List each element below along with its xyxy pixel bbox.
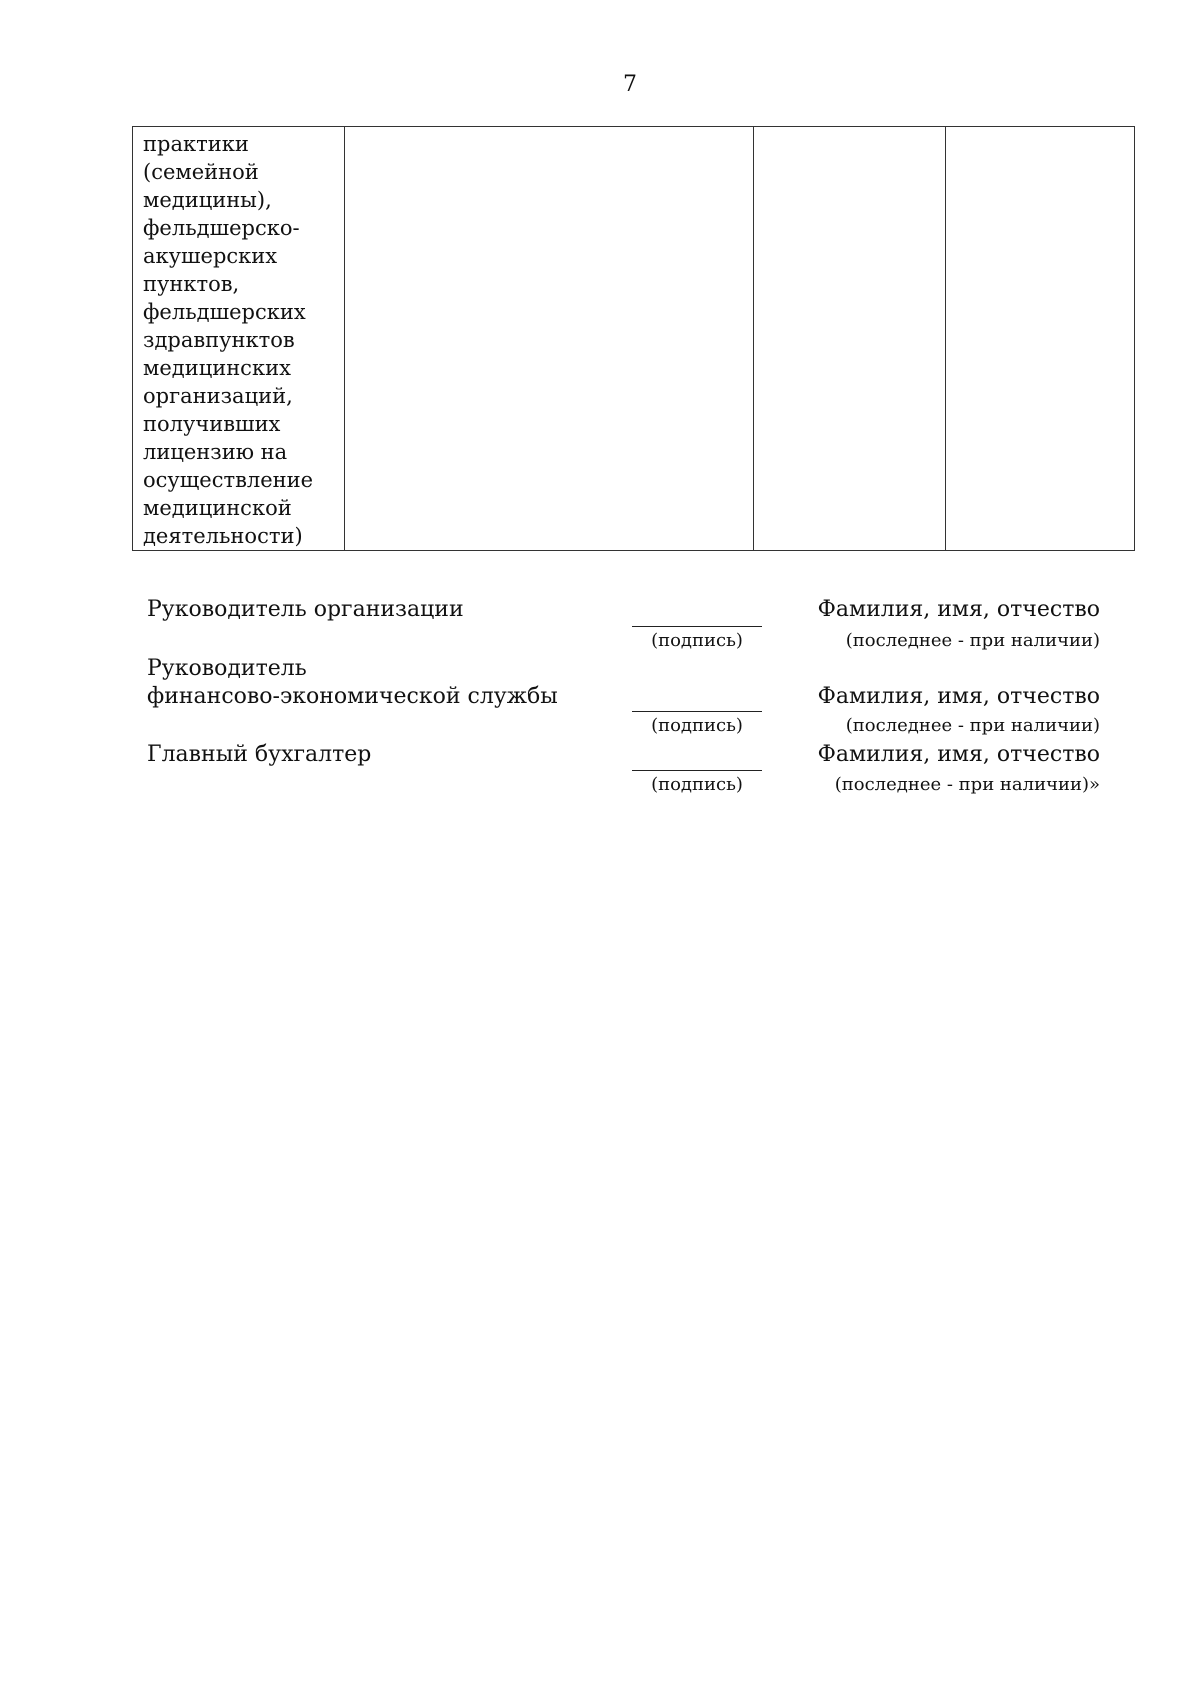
signature-note: (последнее - при наличии) (845, 630, 1100, 651)
cell-line: практики (143, 132, 249, 156)
cell-line: акушерских (143, 244, 278, 268)
cell-line: лицензию на (143, 440, 288, 464)
cell-line: деятельности) (143, 524, 303, 548)
signature-name: Фамилия, имя, отчество (817, 597, 1100, 622)
signature-role-finance-line2: финансово-экономической службы (147, 684, 558, 709)
signature-caption: (подпись) (651, 774, 743, 795)
cell-text (133, 127, 344, 550)
table-cell-description (133, 127, 345, 551)
signature-role-finance-line1: Руководитель (147, 656, 307, 681)
cell-line: (семейной (143, 160, 259, 184)
signature-note: (последнее - при наличии) (845, 715, 1100, 736)
signature-line (632, 711, 762, 712)
page-number: 7 (623, 72, 637, 97)
signature-name: Фамилия, имя, отчество (817, 742, 1100, 767)
table-cell-empty (345, 127, 754, 551)
continuation-table (132, 126, 1135, 551)
signature-name: Фамилия, имя, отчество (817, 684, 1100, 709)
signature-line (632, 770, 762, 771)
cell-line: фельдшерско- (143, 216, 300, 240)
table-row (133, 127, 1135, 551)
cell-line: получивших (143, 412, 281, 436)
cell-line: пунктов, (143, 272, 240, 296)
signature-caption: (подпись) (651, 630, 743, 651)
cell-line: осуществление (143, 468, 314, 492)
cell-line: медицины), (143, 188, 272, 212)
cell-line: здравпунктов (143, 328, 295, 352)
cell-line: фельдшерских (143, 300, 306, 324)
signature-note: (последнее - при наличии)» (834, 774, 1100, 795)
signature-role-head: Руководитель организации (147, 597, 464, 622)
table-cell-empty (946, 127, 1135, 551)
signature-caption: (подпись) (651, 715, 743, 736)
signature-line (632, 626, 762, 627)
cell-line: медицинских (143, 356, 291, 380)
signature-role-accountant: Главный бухгалтер (147, 742, 372, 767)
cell-line: организаций, (143, 384, 293, 408)
table-cell-empty (754, 127, 946, 551)
cell-line: медицинской (143, 496, 292, 520)
